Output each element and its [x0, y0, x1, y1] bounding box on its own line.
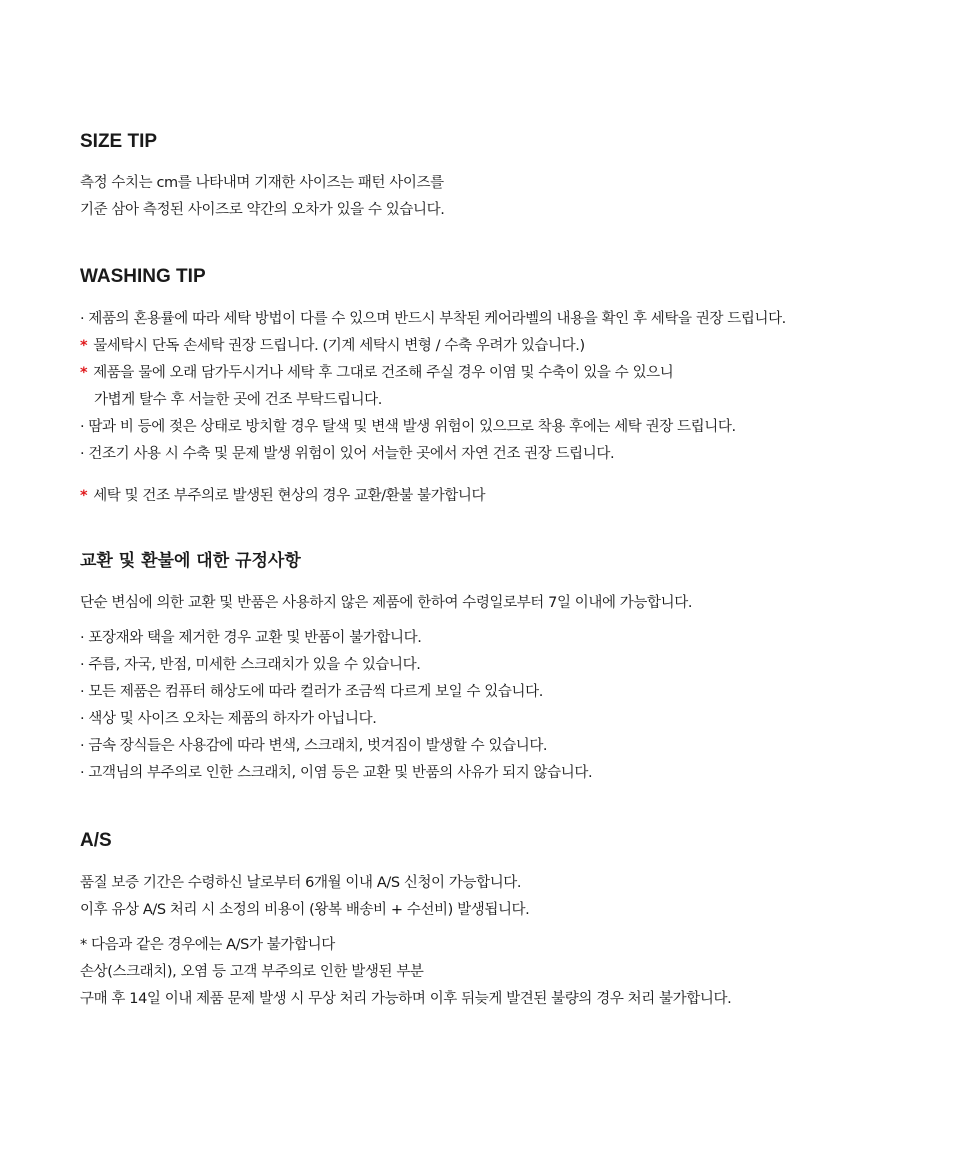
- exchange-line: · 모든 제품은 컴퓨터 해상도에 따라 컬러가 조금씩 다르게 보일 수 있습니다.: [80, 684, 543, 700]
- washing-tip-section: [80, 265, 900, 510]
- size-tip-section: [80, 130, 900, 224]
- exchange-section: [80, 549, 900, 787]
- washing-tip-text: 물세탁시 단독 손세탁 권장 드립니다. (기계 세탁시 변형 / 수축 우려가 있습니다.): [93, 338, 585, 354]
- as-title: A/S: [80, 830, 112, 851]
- washing-notice: [80, 483, 900, 510]
- as-exception-line: 손상(스크래치), 오염 등 고객 부주의로 인한 발생된 부분: [80, 964, 424, 980]
- washing-tip-line: 가볍게 탈수 후 서늘한 곳에 건조 부탁드립니다.: [94, 392, 382, 408]
- washing-notice-text: 세탁 및 건조 부주의로 발생된 현상의 경우 교환/환불 불가합니다: [93, 488, 486, 504]
- exchange-line: · 포장재와 택을 제거한 경우 교환 및 반품이 불가합니다.: [80, 630, 422, 646]
- washing-tip-text: 제품을 물에 오래 담가두시거나 세탁 후 그대로 건조해 주실 경우 이염 및 수축이 있을 수 있으니: [93, 365, 674, 381]
- washing-tip-title: WASHING TIP: [80, 266, 206, 287]
- washing-tip-line: · 땀과 비 등에 젖은 상태로 방치할 경우 탈색 및 변색 발생 위험이 있으므로 착용 후에는 세탁 권장 드립니다.: [80, 419, 736, 435]
- exchange-line: · 금속 장식들은 사용감에 따라 변색, 스크래치, 벗겨짐이 발생할 수 있습니다.: [80, 738, 548, 754]
- size-tip-title: SIZE TIP: [80, 131, 158, 152]
- exchange-line: · 주름, 자국, 반점, 미세한 스크래치가 있을 수 있습니다.: [80, 657, 421, 673]
- washing-tip-line: · 제품의 혼용률에 따라 세탁 방법이 다를 수 있으며 반드시 부착된 케어라벨의 내용을 확인 후 세탁을 권장 드립니다.: [80, 311, 786, 327]
- as-exception-line: 구매 후 14일 이내 제품 문제 발생 시 무상 처리 가능하며 이후 뒤늦게 발견된 불량의 경우 처리 불가합니다.: [80, 991, 732, 1007]
- red-asterisk: *: [80, 365, 88, 381]
- washing-tip-line: [80, 360, 900, 387]
- red-asterisk: *: [80, 488, 88, 504]
- size-tip-line: 기준 삼아 측정된 사이즈로 약간의 오차가 있을 수 있습니다.: [80, 202, 445, 218]
- exchange-title: 교환 및 환불에 대한 규정사항: [80, 551, 301, 571]
- red-asterisk: *: [80, 338, 88, 354]
- exchange-line: · 고객님의 부주의로 인한 스크래치, 이염 등은 교환 및 반품의 사유가 되지 않습니다.: [80, 765, 593, 781]
- exchange-intro: 단순 변심에 의한 교환 및 반품은 사용하지 않은 제품에 한하여 수령일로부터 7일 이내에 가능합니다.: [80, 595, 693, 611]
- as-exception-line: * 다음과 같은 경우에는 A/S가 불가합니다: [80, 937, 335, 953]
- washing-tip-line: · 건조기 사용 시 수축 및 문제 발생 위험이 있어 서늘한 곳에서 자연 건조 권장 드립니다.: [80, 446, 615, 462]
- as-line: 이후 유상 A/S 처리 시 소정의 비용이 (왕복 배송비 + 수선비) 발생됩니다.: [80, 902, 530, 918]
- as-line: 품질 보증 기간은 수령하신 날로부터 6개월 이내 A/S 신청이 가능합니다.: [80, 875, 522, 891]
- washing-tip-line: [80, 333, 900, 360]
- exchange-line: · 색상 및 사이즈 오차는 제품의 하자가 아닙니다.: [80, 711, 377, 727]
- size-tip-line: 측정 수치는 cm를 나타내며 기재한 사이즈는 패턴 사이즈를: [80, 175, 444, 191]
- as-section: [80, 829, 900, 1013]
